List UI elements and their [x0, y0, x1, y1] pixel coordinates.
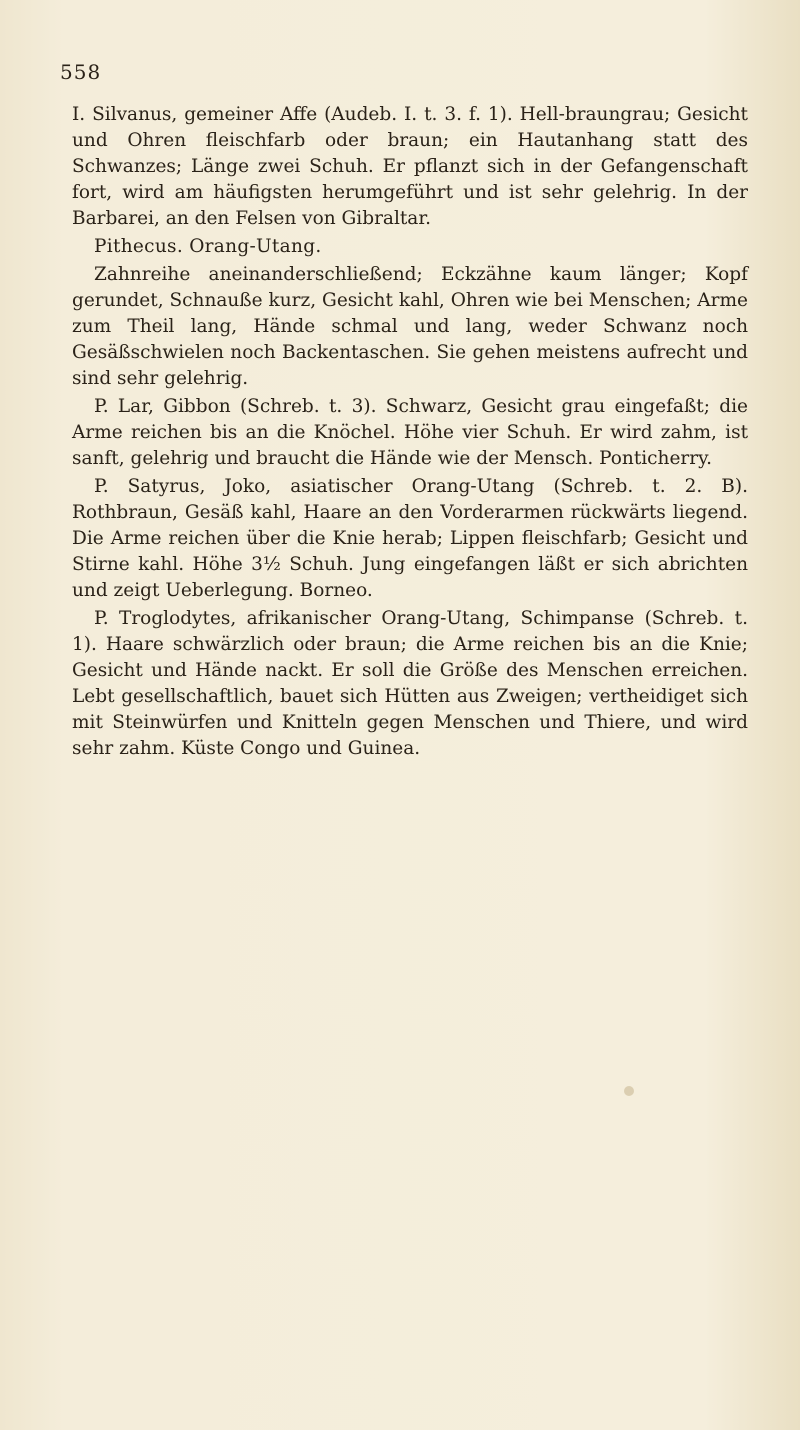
entry-satyrus: P. Satyrus, Joko, asiatischer Orang-Utang (Schreb. t. 2. B). Rothbraun, Gesäß kahl, Haare an den Vorderarmen rückwärts liegend. Die Arme reichen über die Knie herab; Lippen fleischfarb; Gesicht und Stirne kahl. Höhe 3½ Schuh. Jung eingefangen läßt er sich abrichten und zeigt Ueberlegung. Borneo. [72, 476, 748, 601]
paper-stain [624, 1086, 634, 1096]
page-number: 558 [60, 60, 102, 84]
entry-pithecus-description: Zahnreihe aneinanderschließend; Eckzähne kaum länger; Kopf gerundet, Schnauße kurz, Gesicht kahl, Ohren wie bei Menschen; Arme zum Theil lang, Hände schmal und lang, weder Schwanz noch Gesäßschwielen noch Backentaschen. Sie gehen meistens aufrecht und sind sehr gelehrig. [72, 264, 748, 389]
section-heading-pithecus: Pithecus. Orang-Utang. [94, 236, 322, 257]
page-body [72, 102, 748, 764]
entry-troglodytes: P. Troglodytes, afrikanischer Orang-Utang, Schimpanse (Schreb. t. 1). Haare schwärzlich oder braun; die Arme reichen bis an die Knie; Gesicht und Hände nackt. Er soll die Größe des Menschen erreichen. Lebt gesellschaftlich, bauet sich Hütten aus Zweigen; vertheidiget sich mit Steinwürfen und Knitteln gegen Menschen und Thiere, und wird sehr zahm. Küste Congo und Guinea. [72, 608, 748, 759]
entry-silvanus: I. Silvanus, gemeiner Affe (Audeb. I. t. 3. f. 1). Hell-braungrau; Gesicht und Ohren fleischfarb oder braun; ein Hautanhang statt des Schwanzes; Länge zwei Schuh. Er pflanzt sich in der Gefangenschaft fort, wird am häufigsten herumgeführt und ist sehr gelehrig. In der Barbarei, an den Felsen von Gibraltar. [72, 104, 748, 229]
entry-lar: P. Lar, Gibbon (Schreb. t. 3). Schwarz, Gesicht grau eingefaßt; die Arme reichen bis an die Knöchel. Höhe vier Schuh. Er wird zahm, ist sanft, gelehrig und braucht die Hände wie der Mensch. Ponticherry. [72, 396, 748, 469]
